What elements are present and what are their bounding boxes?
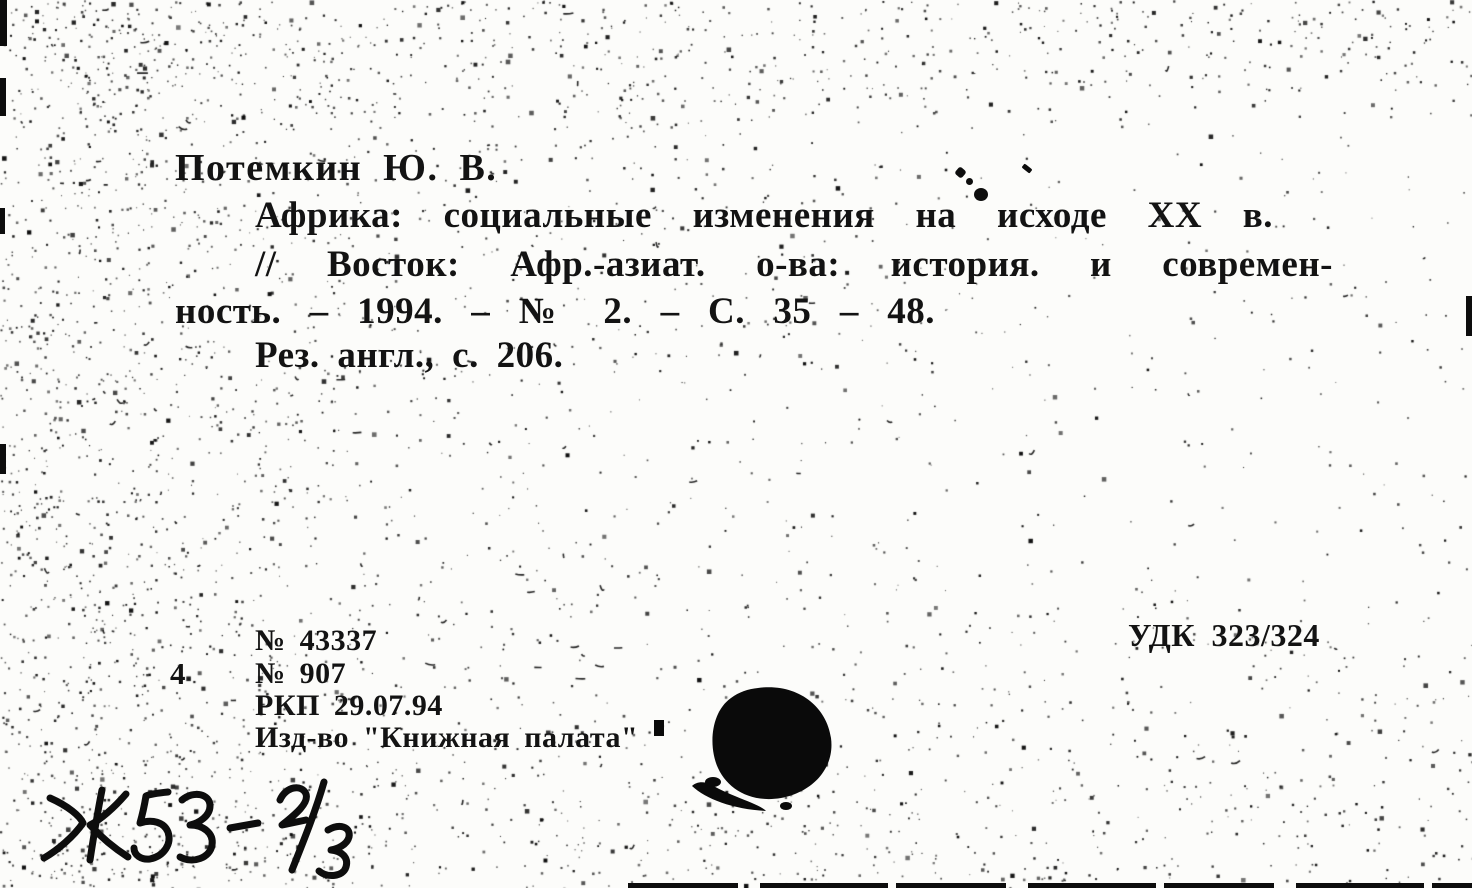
scan-edge-artifact	[0, 444, 6, 474]
scan-edge-artifact	[0, 78, 6, 116]
ink-blot	[640, 660, 960, 840]
rkp-date: РКП 29.07.94	[255, 689, 443, 722]
title-line-2: // Восток: Афр.-азиат. о-ва: история. и современ-	[255, 244, 1333, 285]
scan-edge-artifact	[1466, 296, 1472, 336]
handwritten-shelf-mark	[28, 778, 358, 882]
summary-line: Рез. англ., с. 206.	[255, 335, 564, 376]
scan-edge-artifact	[0, 0, 7, 46]
title-line-1: Африка: социальные изменения на исходе XX в.	[255, 195, 1273, 236]
title-line-3: ность. – 1994. – № 2. – С. 35 – 48.	[175, 291, 935, 332]
registry-number-1: № 43337	[255, 624, 378, 657]
page-number: 4	[170, 656, 186, 691]
udc-code: УДК 323/324	[1128, 617, 1320, 653]
author-line: Потемкин Ю. В.	[175, 147, 498, 189]
publisher-line: Изд-во "Книжная палата"	[255, 721, 639, 754]
ink-speck	[966, 178, 973, 185]
registry-number-2: № 907	[255, 657, 347, 690]
scan-edge-artifact	[628, 883, 1472, 888]
scan-edge-artifact	[0, 208, 5, 234]
